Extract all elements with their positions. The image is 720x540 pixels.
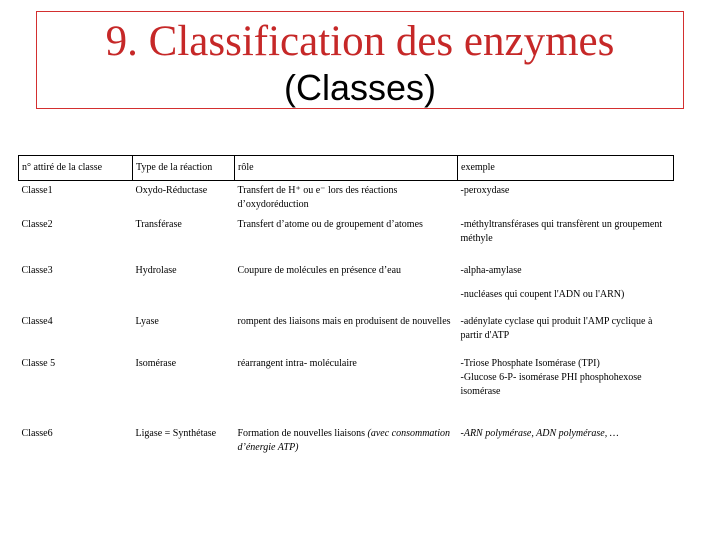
cell-class: Classe3 [21,265,53,276]
cell-role: rompent des liaisons mais en produisent de nouvelles [237,316,451,327]
cell-type: Isomérase [135,358,177,369]
table-row [19,354,674,424]
role-text: Formation de nouvelles liaisons [237,428,365,439]
cell-example [458,261,674,312]
enzyme-classes-table [18,155,674,470]
cell-class: Classe4 [21,316,53,327]
cell-type: Transférase [135,219,182,230]
cell-type: Lyase [135,316,159,327]
table-header-row [19,156,674,181]
example-line: -Triose Phosphate Isomérase (TPI) [460,358,600,369]
cell-class: Classe1 [19,181,133,216]
cell-class: Classe 5 [21,358,56,369]
example-line: -alpha-amylase [460,265,522,276]
example-line: -adénylate cyclase qui produit l'AMP cyclique à partir d'ATP [460,316,653,341]
slide-title: 9. Classification des enzymes [105,18,615,65]
table-row [19,312,674,354]
cell-role: Coupure de molécules en présence d’eau [237,265,402,276]
cell-role: Transfert de H⁺ ou e⁻ lors des réactions d’oxydoréduction [235,181,458,216]
header-reaction-type: Type de la réaction [133,156,235,181]
table-row [19,215,674,261]
table-row [19,261,674,312]
slide-subtitle: (Classes) [283,67,436,108]
cell-role: réarrangent intra- moléculaire [237,358,357,369]
cell-example [458,181,674,216]
example-line: -peroxydase [460,185,510,196]
cell-type: Oxydo-Réductase [133,181,235,216]
title-box [36,11,684,109]
cell-class: Classe6 [21,428,53,439]
example-line: -Glucose 6-P- isomérase PHI phosphohexose isomérase [460,372,642,397]
cell-example [458,312,674,354]
cell-example [458,215,674,261]
cell-type: Ligase = Synthétase [135,428,217,439]
table-row [19,181,674,216]
example-line: -méthyltransférases qui transfèrent un groupement méthyle [460,219,663,244]
example-line: -ARN polymérase, ADN polymérase, … [460,428,619,439]
cell-type: Hydrolase [135,265,177,276]
cell-class: Classe2 [21,219,53,230]
example-line: -nucléases qui coupent l'ADN ou l'ARN) [460,289,625,300]
header-example: exemple [458,156,674,181]
role-note: (avec consommation d’énergie ATP) [237,428,450,453]
cell-example [458,424,674,470]
cell-example [458,354,674,424]
cell-role [235,424,458,470]
table-row [19,424,674,470]
header-role: rôle [235,156,458,181]
cell-role: Transfert d’atome ou de groupement d’atomes [237,219,423,230]
header-class-number: n° attiré de la classe [19,156,133,181]
